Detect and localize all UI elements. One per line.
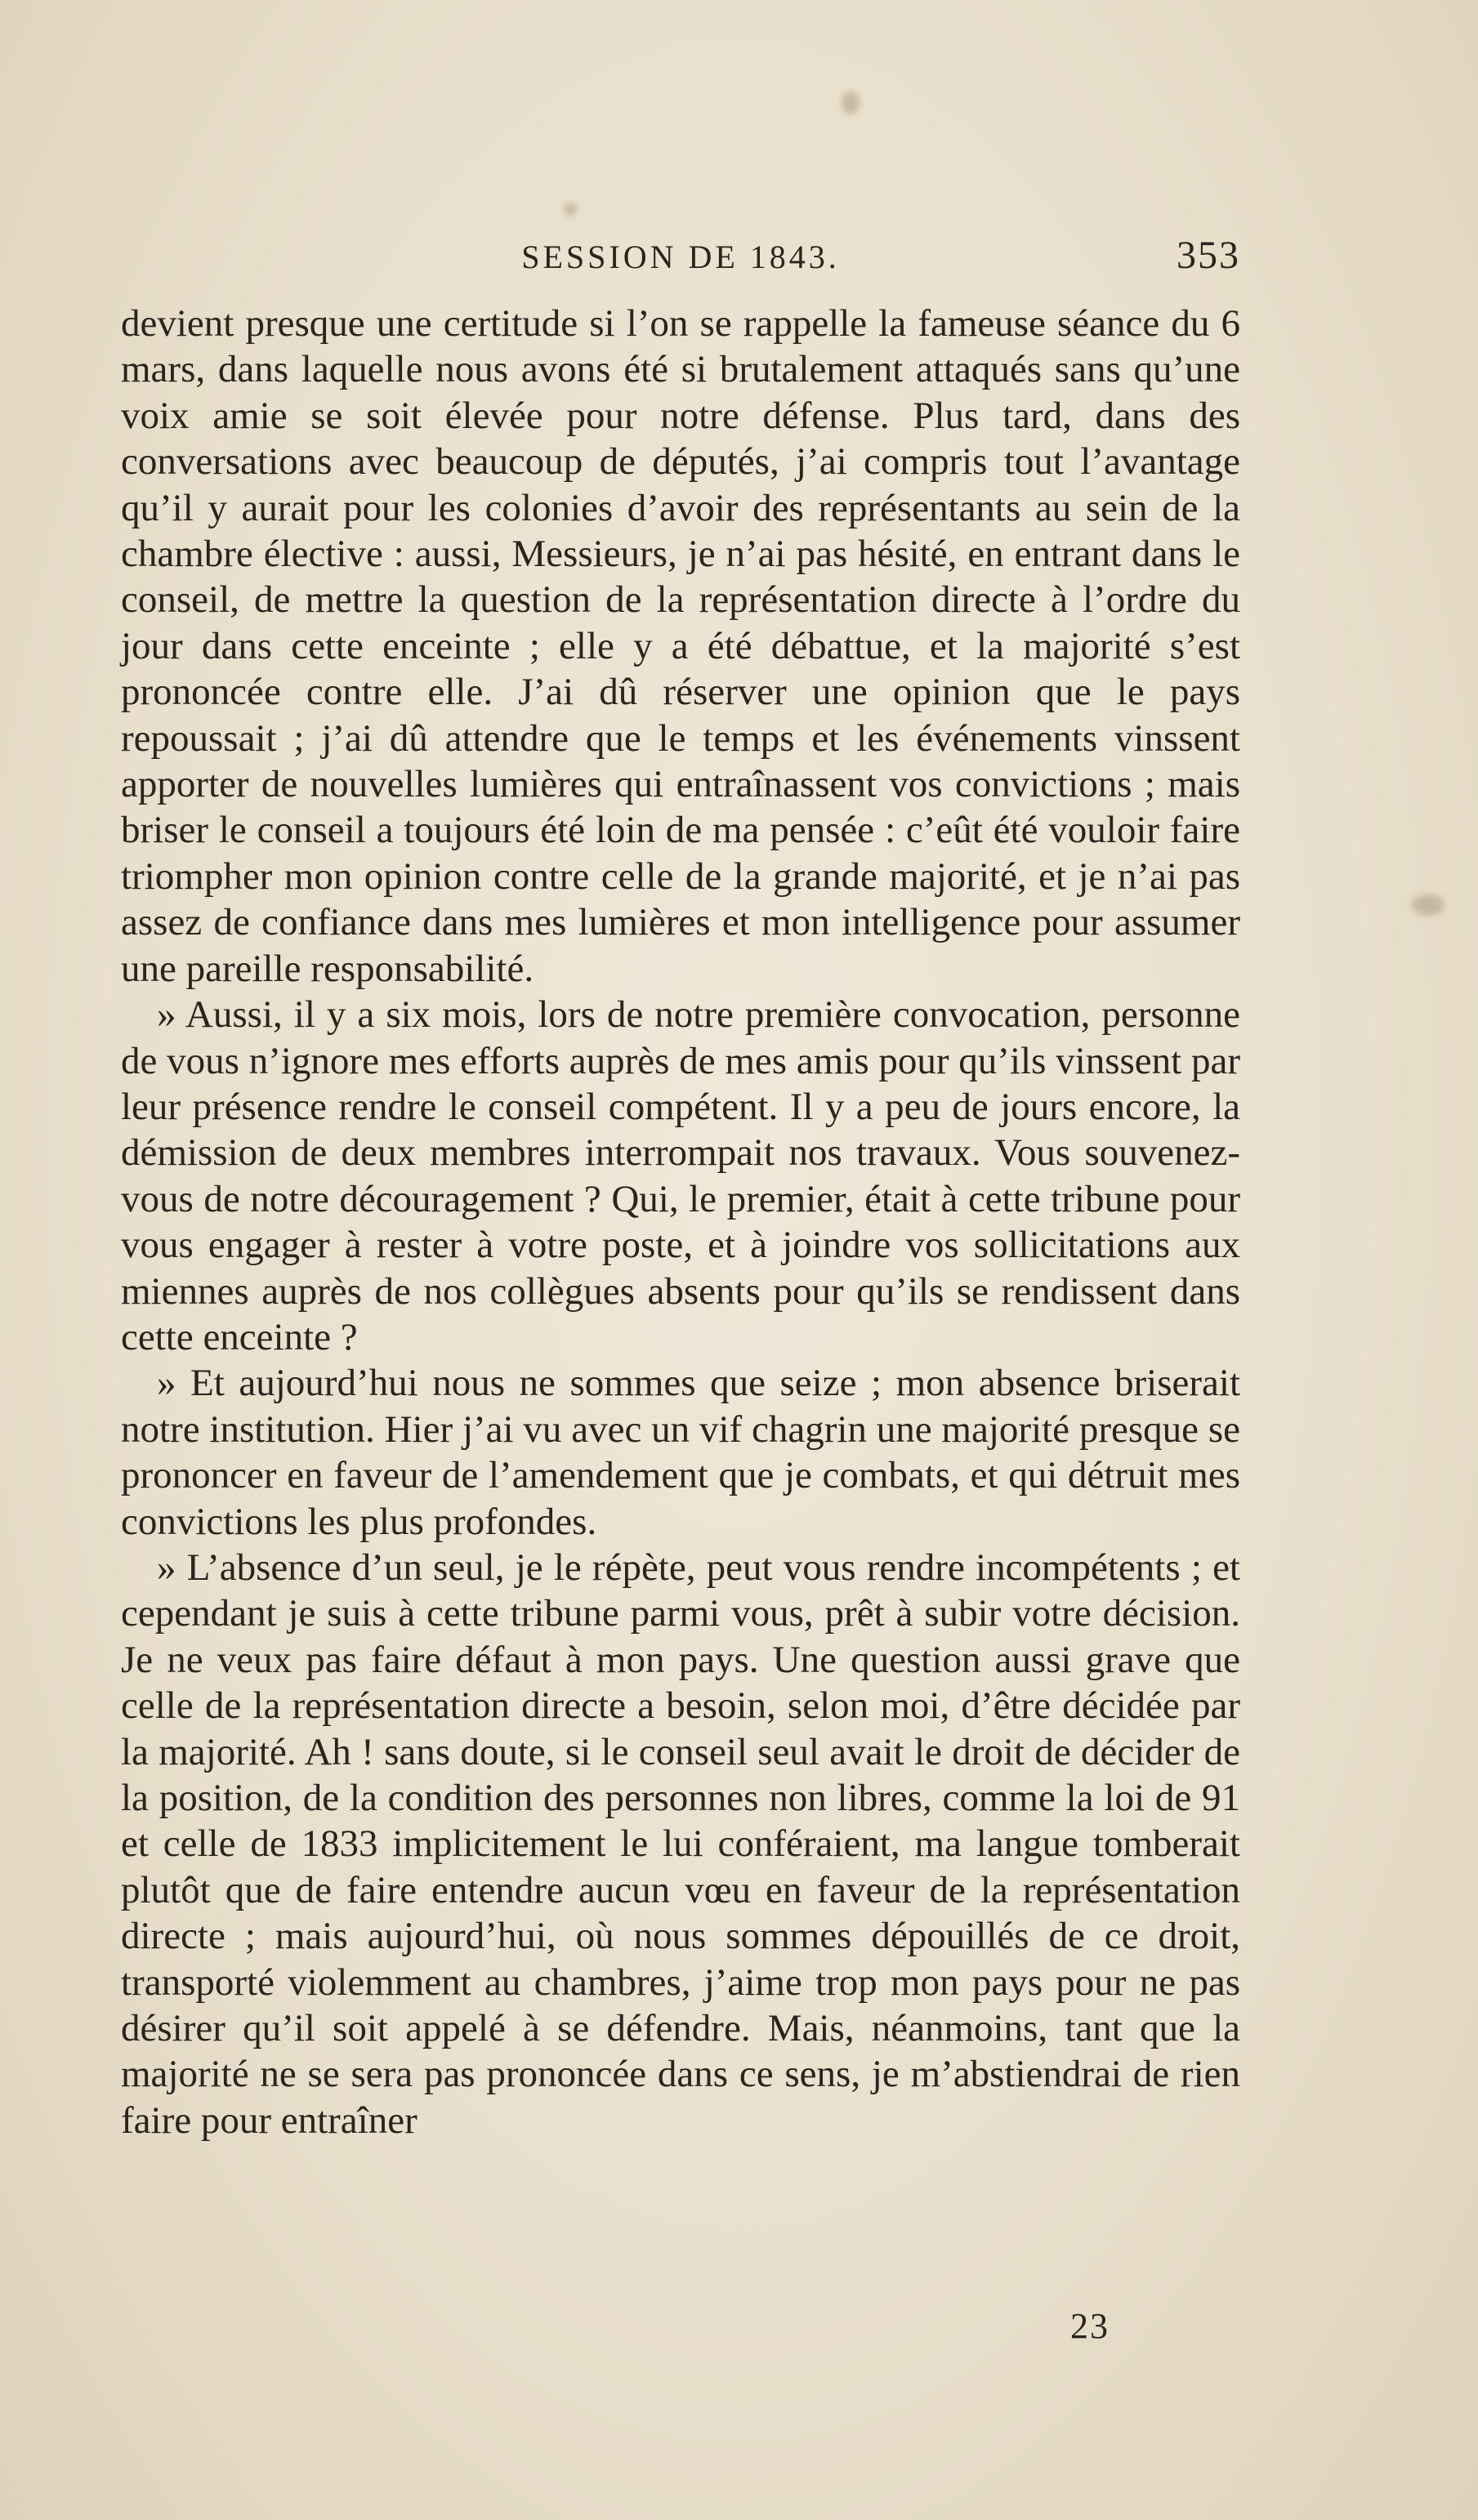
paper-stain — [842, 91, 860, 114]
paragraph: » Et aujourd’hui nous ne sommes que seize ; mon absence briserait notre institution. Hier j’ai vu avec un vif chagrin une majorité presque se prononcer en faveur de l’amendement que je combats, et qui détruit mes convictions les plus profondes. — [121, 1362, 1240, 1543]
paper-stain — [564, 203, 577, 216]
running-head: SESSION DE 1843. — [521, 239, 840, 275]
page-number: 353 — [1177, 234, 1240, 277]
page-header — [121, 233, 1240, 282]
paragraph: devient presque une certitude si l’on se rappelle la fameuse séance du 6 mars, dans laquelle nous avons été si brutalement attaqués sans qu’une voix amie se soit élevée pour notre défense. Plus tard, dans des conversations avec beaucoup de députés, j’ai compris tout l’avantage qu’il y aurait pour les colonies d’avoir des représentants au sein de la chambre élective : aussi, Messieurs, je n’ai pas hésité, en entrant dans le conseil, de mettre la question de la représentation directe à l’ordre du jour dans cette enceinte ; elle y a été débattue, et la majorité s’est prononcée contre elle. J’ai dû réserver une opinion que le pays repoussait ; j’ai dû attendre que le temps et les événements vinssent apporter de nouvelles lumières qui entraînassent vos convictions ; mais briser le conseil a toujours été loin de ma pensée : c’eût été vouloir faire triompher mon opinion contre celle de la grande majorité, et je n’ai pas assez de confiance dans mes lumières et mon intelligence pour assumer une pareille responsabilité. — [121, 302, 1240, 990]
paragraph: » Aussi, il y a six mois, lors de notre première convocation, personne de vous n’ignore mes efforts auprès de mes amis pour qu’ils vinssent par leur présence rendre le conseil compétent. Il y a peu de jours encore, la démission de deux membres interrompait nos travaux. Vous souvenez-vous de notre découragement ? Qui, le premier, était à cette tribune pour vous engager à rester à votre poste, et à joindre vos sollicitations aux miennes auprès de nos collègues absents pour qu’ils se rendissent dans cette enceinte ? — [121, 993, 1240, 1358]
signature-mark: 23 — [1070, 2306, 1110, 2346]
body-text — [121, 301, 1240, 2143]
paragraph: » L’absence d’un seul, je le répète, peut vous rendre incompétents ; et cependant je suis à cette tribune parmi vous, prêt à subir votre décision. Je ne veux pas faire défaut à mon pays. Une question aussi grave que celle de la représentation directe a besoin, selon moi, d’être décidée par la majorité. Ah ! sans doute, si le conseil seul avait le droit de décider de la position, de la condition des personnes non libres, comme la loi de 91 et celle de 1833 implicitement le lui conféraient, ma langue tomberait plutôt que de faire entendre aucun vœu en faveur de la représentation directe ; mais aujourd’hui, où nous sommes dépouillés de ce droit, transporté violemment au chambres, j’aime trop mon pays pour ne pas désirer qu’il soit appelé à se défendre. Mais, néanmoins, tant que la majorité ne se sera pas prononcée dans ce sens, je m’abstiendrai de rien faire pour entraîner — [121, 1545, 1240, 2142]
paper-stain — [1412, 894, 1445, 916]
